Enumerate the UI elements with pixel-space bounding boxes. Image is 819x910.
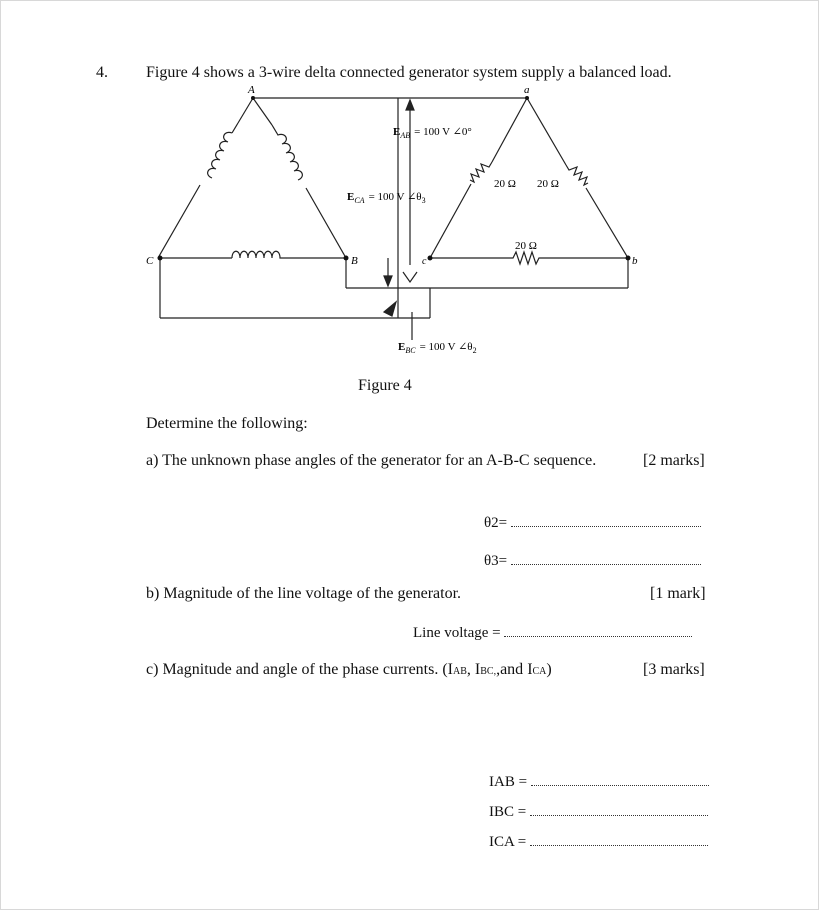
part-c-and: ,and: [496, 661, 528, 678]
node-a: a: [524, 84, 530, 96]
part-b-text: Magnitude of the line voltage of the generator.: [163, 585, 462, 602]
iab-answer[interactable]: [489, 773, 709, 791]
line-voltage-label: Line voltage =: [413, 625, 501, 641]
current-ca: ICA: [527, 661, 547, 678]
label-e-bc: $E_{BC} = 100$ V $\angle\theta_2$: [398, 341, 477, 355]
current-bc: IBC,: [474, 661, 497, 678]
theta3-blank[interactable]: [511, 552, 701, 565]
question-lead: Figure 4 shows a 3-wire delta connected generator system supply a balanced load.: [146, 64, 672, 81]
theta3-answer[interactable]: [484, 552, 701, 570]
resistor-ab: [566, 165, 588, 185]
ica-blank[interactable]: [530, 833, 708, 846]
node-B: B: [351, 255, 358, 267]
coil-bc: [232, 251, 288, 258]
part-a-marks: [2 marks]: [643, 452, 705, 469]
part-c-marks: [3 marks]: [643, 661, 705, 678]
resistor-bc: [510, 252, 542, 264]
part-c-label: c): [146, 661, 159, 678]
label-e-ab: $E_{AB} = 100$ V ∠0°: [393, 126, 472, 140]
determine-heading: Determine the following:: [146, 415, 308, 432]
theta3-label: θ3=: [484, 553, 508, 569]
iab-blank[interactable]: [531, 773, 709, 786]
label-r-bc: 20 Ω: [515, 240, 537, 252]
resistor-ca: [470, 162, 492, 182]
part-a-label: a): [146, 452, 159, 469]
iab-label: IAB =: [489, 774, 528, 790]
theta2-answer[interactable]: [484, 514, 701, 532]
ibc-answer[interactable]: [489, 803, 708, 821]
label-r-ca: 20 Ω: [494, 178, 516, 190]
part-a-text: The unknown phase angles of the generator for an A-B-C sequence.: [162, 452, 597, 469]
part-b: [146, 585, 461, 603]
line-voltage-blank[interactable]: [504, 624, 692, 637]
node-c: c: [422, 256, 427, 267]
part-c: [146, 661, 552, 679]
coil-ab: [272, 125, 302, 180]
figure-caption: Figure 4: [358, 377, 412, 394]
ica-label: ICA =: [489, 834, 527, 850]
ibc-label: IBC =: [489, 804, 527, 820]
node-A: A: [248, 84, 255, 96]
label-e-ca: $E_{CA} = 100$ V $\angle\theta_3$: [347, 191, 426, 205]
ica-answer[interactable]: [489, 833, 708, 851]
theta2-label: θ2=: [484, 515, 508, 531]
node-C: C: [146, 255, 154, 267]
part-b-label: b): [146, 585, 160, 602]
ibc-blank[interactable]: [530, 803, 708, 816]
question-number: 4.: [96, 64, 108, 81]
part-a: [146, 452, 596, 470]
part-c-text: Magnitude and angle of the phase currents. (: [162, 661, 448, 678]
circuit-figure: [0, 0, 819, 370]
part-b-marks: [1 mark]: [650, 585, 706, 602]
part-c-sep: ,: [466, 661, 475, 678]
label-r-ab: 20 Ω: [537, 178, 559, 190]
node-b: b: [632, 255, 638, 267]
line-voltage-answer[interactable]: [413, 624, 692, 642]
coil-ca-left: [208, 123, 238, 178]
current-ab: IAB: [447, 661, 467, 678]
theta2-blank[interactable]: [511, 514, 701, 527]
part-c-tail: ): [546, 661, 552, 678]
